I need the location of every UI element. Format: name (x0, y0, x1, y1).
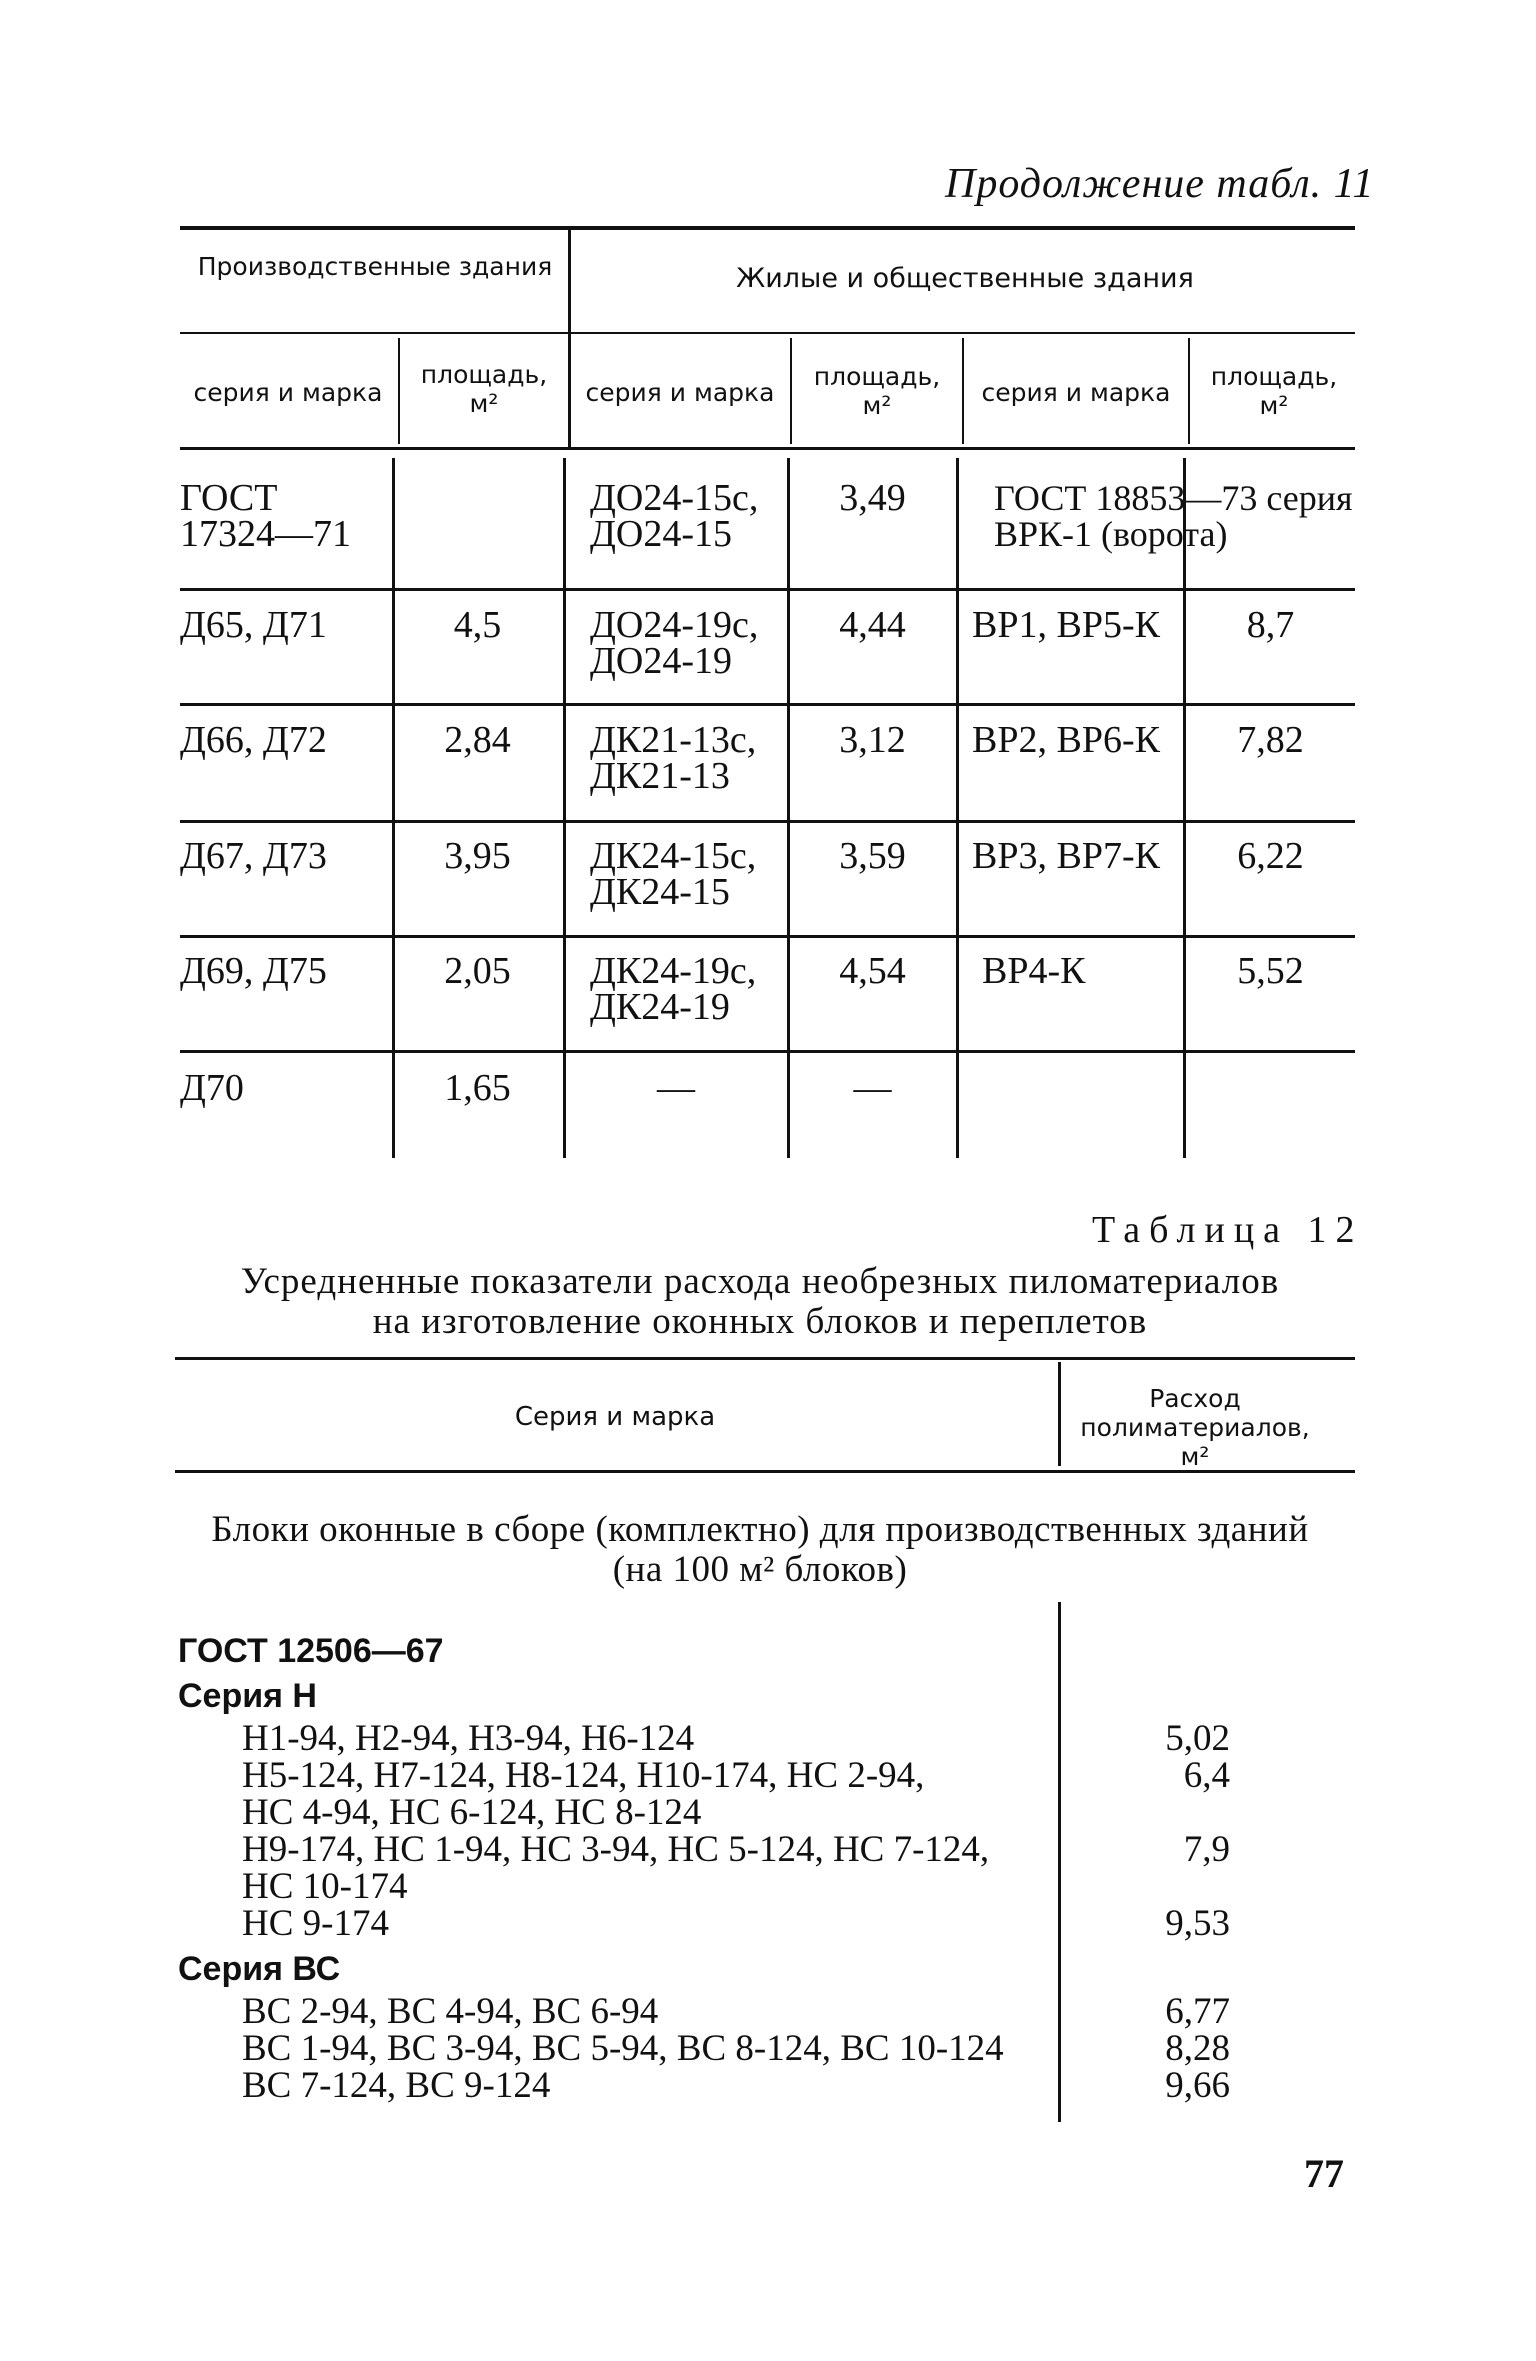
table-cell: — (853, 1067, 892, 1109)
table-12-column-divider (1058, 1602, 1061, 2122)
table-cell: 1,65 (444, 1067, 511, 1109)
table-cell: 4,44 (839, 604, 906, 646)
table-cell: ВР4-К (982, 950, 1086, 992)
table-12-header-series: Серия и марка (514, 1402, 716, 1432)
column-divider (563, 458, 566, 1158)
table-cell: ГОСТ 18853—73 серия ВРК-1 (ворота) (994, 478, 1353, 554)
header-bottom-rule (180, 447, 1355, 450)
list-item: ВС 1-94, ВС 3-94, ВС 5-94, ВС 8-124, ВС 10-124 (242, 2028, 1004, 2069)
list-item: НС 4-94, НС 6-124, НС 8-124 (242, 1792, 702, 1833)
group-header-industrial: Производственные здания (197, 252, 553, 281)
row-rule (180, 820, 1355, 823)
section-heading-line: Блоки оконные в сборе (комплектно) для производственных зданий (211, 1509, 1309, 1550)
list-item: ВС 2-94, ВС 4-94, ВС 6-94 (242, 1991, 659, 2032)
list-item-value: 6,77 (1165, 1991, 1230, 2032)
table-cell: Д69, Д75 (180, 950, 327, 992)
table-cell: ДК21-13с, ДК21-13 (590, 719, 757, 797)
continuation-title: Продолжение табл. 11 (945, 161, 1375, 207)
table-cell: ГОСТ 17324—71 (180, 477, 351, 555)
list-item: НС 10-174 (242, 1866, 408, 1907)
table-cell: 7,82 (1237, 719, 1304, 761)
table-cell: ДК24-15с, ДК24-15 (590, 835, 757, 913)
list-item: Н9-174, НС 1-94, НС 3-94, НС 5-124, НС 7-124, (242, 1829, 990, 1870)
subheader-series: серия и марка (585, 378, 775, 407)
list-item-value: 8,28 (1165, 2028, 1230, 2069)
table-cell: 3,12 (839, 719, 906, 761)
series-h-heading: Серия Н (178, 1677, 317, 1715)
row-rule (180, 588, 1355, 591)
row-rule (180, 1050, 1355, 1053)
table-cell: 4,54 (839, 950, 906, 992)
table-cell: 2,84 (444, 719, 511, 761)
table-cell: ДО24-15с, ДО24-15 (590, 477, 759, 555)
subheader-area: площадь, м² (813, 362, 941, 420)
subheader-series: серия и марка (193, 378, 383, 407)
column-divider (1183, 458, 1186, 1158)
gost-heading: ГОСТ 12506—67 (178, 1632, 444, 1670)
column-divider (392, 458, 395, 1158)
table-cell: Д70 (180, 1067, 244, 1109)
table-cell: 8,7 (1246, 604, 1295, 646)
list-item-value: 6,4 (1183, 1755, 1230, 1796)
series-vs-heading: Серия ВС (178, 1950, 341, 1988)
list-item-value: 7,9 (1183, 1829, 1230, 1870)
row-rule (180, 703, 1355, 706)
table-12-header-consumption: Расход полиматериалов, м² (1080, 1384, 1310, 1471)
section-heading (160, 1510, 1360, 1590)
list-item-value: 9,53 (1165, 1903, 1230, 1944)
table-cell: 6,22 (1237, 835, 1304, 877)
column-divider (787, 458, 790, 1158)
table-cell: Д67, Д73 (180, 835, 327, 877)
column-divider (956, 458, 959, 1158)
header-divider (790, 338, 792, 444)
table-cell: 3,59 (839, 835, 906, 877)
list-item: Н5-124, Н7-124, Н8-124, Н10-174, НС 2-94, (242, 1755, 925, 1796)
table-12-header-divider (1058, 1362, 1061, 1466)
header-divider (962, 338, 964, 444)
table-cell: ВР2, ВР6-К (972, 719, 1160, 761)
list-item: ВС 7-124, ВС 9-124 (242, 2065, 551, 2106)
table-cell: ВР3, ВР7-К (972, 835, 1160, 877)
table-cell: 3,49 (839, 477, 906, 519)
table-cell: 2,05 (444, 950, 511, 992)
header-divider (568, 230, 571, 448)
table-cell: Д65, Д71 (180, 604, 327, 646)
table-cell: Д66, Д72 (180, 719, 327, 761)
table-cell: 3,95 (444, 835, 511, 877)
subheader-area: площадь, м² (1210, 362, 1338, 420)
table-12-title-line: на изготовление оконных блоков и переплетов (372, 1301, 1148, 1342)
list-item-value: 9,66 (1165, 2065, 1230, 2106)
table-12-top-rule (175, 1357, 1355, 1360)
table-cell: 4,5 (453, 604, 502, 646)
list-item-value: 5,02 (1165, 1718, 1230, 1759)
table-cell: — (657, 1067, 695, 1109)
list-item: Н1-94, Н2-94, Н3-94, Н6-124 (242, 1718, 695, 1759)
table-top-rule (180, 226, 1355, 230)
table-12-title-line: Усредненные показатели расхода необрезных пиломатериалов (240, 1261, 1280, 1302)
table-cell: ДК24-19с, ДК24-19 (590, 950, 757, 1028)
table-cell: ДО24-19с, ДО24-19 (590, 604, 759, 682)
header-rule (180, 332, 1355, 334)
header-divider (398, 338, 400, 444)
list-item: НС 9-174 (242, 1903, 389, 1944)
header-divider (1188, 338, 1190, 444)
subheader-series: серия и марка (981, 378, 1171, 407)
table-cell: ВР1, ВР5-К (972, 604, 1160, 646)
group-header-residential: Жилые и общественные здания (736, 263, 1194, 294)
page-number: 77 (1304, 2151, 1344, 2196)
table-cell: 5,52 (1237, 950, 1304, 992)
row-rule (180, 935, 1355, 938)
subheader-area: площадь, м² (420, 360, 548, 418)
section-heading-line: (на 100 м² блоков) (612, 1549, 908, 1590)
table-12-title (160, 1262, 1360, 1342)
table-12-label: Таблица 12 (1092, 1209, 1364, 1251)
